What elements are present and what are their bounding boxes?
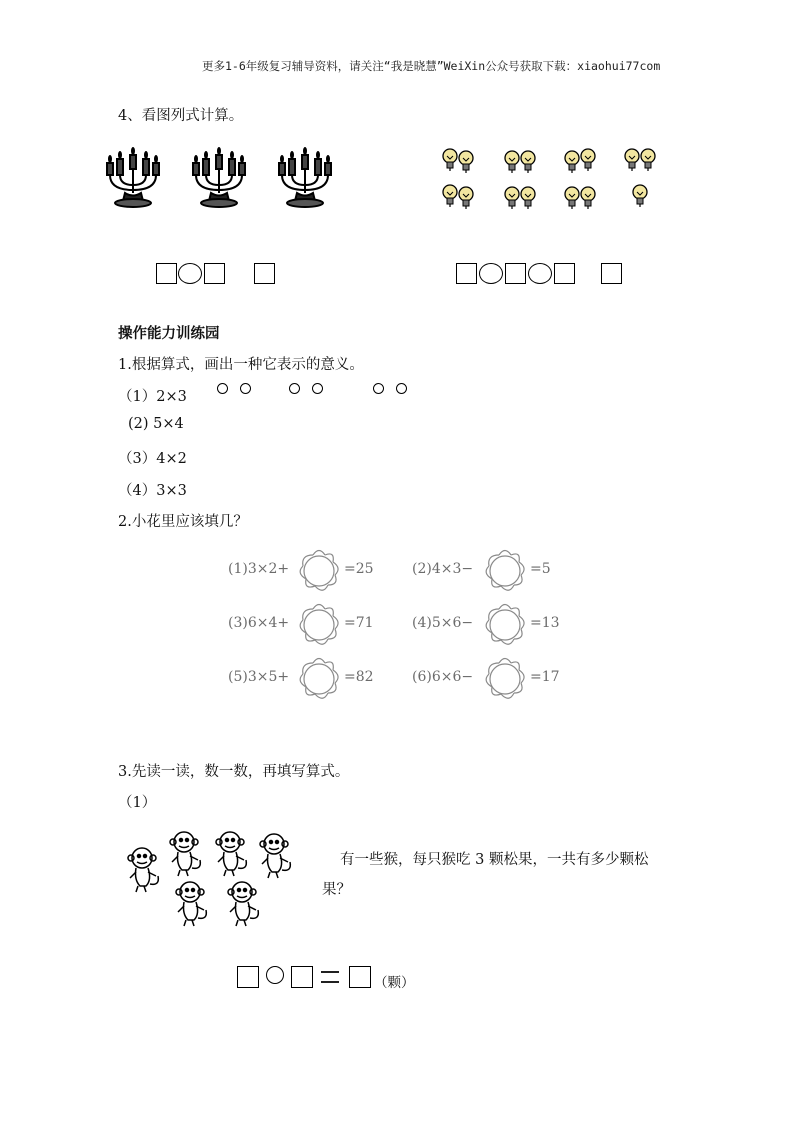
flower-eq-6-left: (6)6×6− (412, 669, 474, 685)
q3-title: 3.先读一读，数一数，再填写算式。 (118, 764, 350, 780)
flower-eq-2-right: =5 (530, 561, 551, 577)
flower-eq-5-left: (5)3×5+ (228, 669, 290, 685)
q3-sub-label: （1） (118, 795, 157, 811)
q3-problem-line-1: 有一些猴，每只猴吃 3 颗松果，一共有多少颗松 (340, 852, 649, 868)
section-4-title: 4、看图列式计算。 (118, 108, 244, 124)
result-box[interactable] (254, 263, 275, 284)
flower-eq-4-right: =13 (530, 615, 560, 631)
q1-item-1: （1）2×3 (118, 389, 187, 405)
operation-section-title: 操作能力训练园 (118, 325, 220, 342)
flower-eq-2-left: (2)4×3− (412, 561, 474, 577)
flower-eq-1-left: (1)3×2+ (228, 561, 290, 577)
q1-item-3: （3）4×2 (118, 451, 187, 467)
drawn-circle (312, 383, 323, 394)
answer-box[interactable] (456, 263, 477, 284)
result-box[interactable] (601, 263, 622, 284)
operator-circle[interactable] (266, 966, 284, 984)
flower-eq-4-left: (4)5×6− (412, 615, 474, 631)
flower-eq-1-right: =25 (344, 561, 374, 577)
flower-blank-6[interactable] (479, 654, 531, 704)
drawn-circle (240, 383, 251, 394)
flower-blank-4[interactable] (479, 600, 531, 650)
flower-blank-2[interactable] (479, 546, 531, 596)
flower-blank-5[interactable] (293, 654, 345, 704)
monkeys-illustration (124, 828, 310, 930)
answer-box[interactable] (156, 263, 177, 284)
operator-circle[interactable] (479, 263, 503, 284)
answer-box[interactable] (505, 263, 526, 284)
result-box[interactable] (349, 966, 371, 988)
answer-box[interactable] (204, 263, 225, 284)
operator-circle[interactable] (528, 263, 552, 284)
drawn-circle (373, 383, 384, 394)
header-banner: 更多1-6年级复习辅导资料，请关注“我是晓慧”WeiXin公众号获取下载：xiaohui77com (202, 59, 661, 73)
light-bulbs-illustration (438, 146, 668, 222)
flower-eq-5-right: =82 (344, 669, 374, 685)
q1-title: 1.根据算式，画出一种它表示的意义。 (118, 357, 364, 373)
flower-eq-3-left: (3)6×4+ (228, 615, 290, 631)
unit-label: （颗） (374, 975, 415, 991)
flower-blank-1[interactable] (293, 546, 345, 596)
q1-item-2: (2) 5×4 (128, 416, 184, 432)
candelabra-illustration (100, 145, 340, 211)
drawn-circle (396, 383, 407, 394)
answer-box[interactable] (291, 966, 313, 988)
answer-box[interactable] (237, 966, 259, 988)
q2-title: 2.小花里应该填几？ (118, 514, 248, 530)
q1-item-4: （4）3×3 (118, 483, 187, 499)
flower-eq-3-right: =71 (344, 615, 374, 631)
drawn-circle (217, 383, 228, 394)
operator-circle[interactable] (178, 263, 202, 284)
answer-box[interactable] (554, 263, 575, 284)
flower-blank-3[interactable] (293, 600, 345, 650)
drawn-circle (289, 383, 300, 394)
equals-sign-icon (319, 966, 341, 988)
q3-problem-line-2: 果？ (322, 882, 351, 898)
flower-eq-6-right: =17 (530, 669, 560, 685)
